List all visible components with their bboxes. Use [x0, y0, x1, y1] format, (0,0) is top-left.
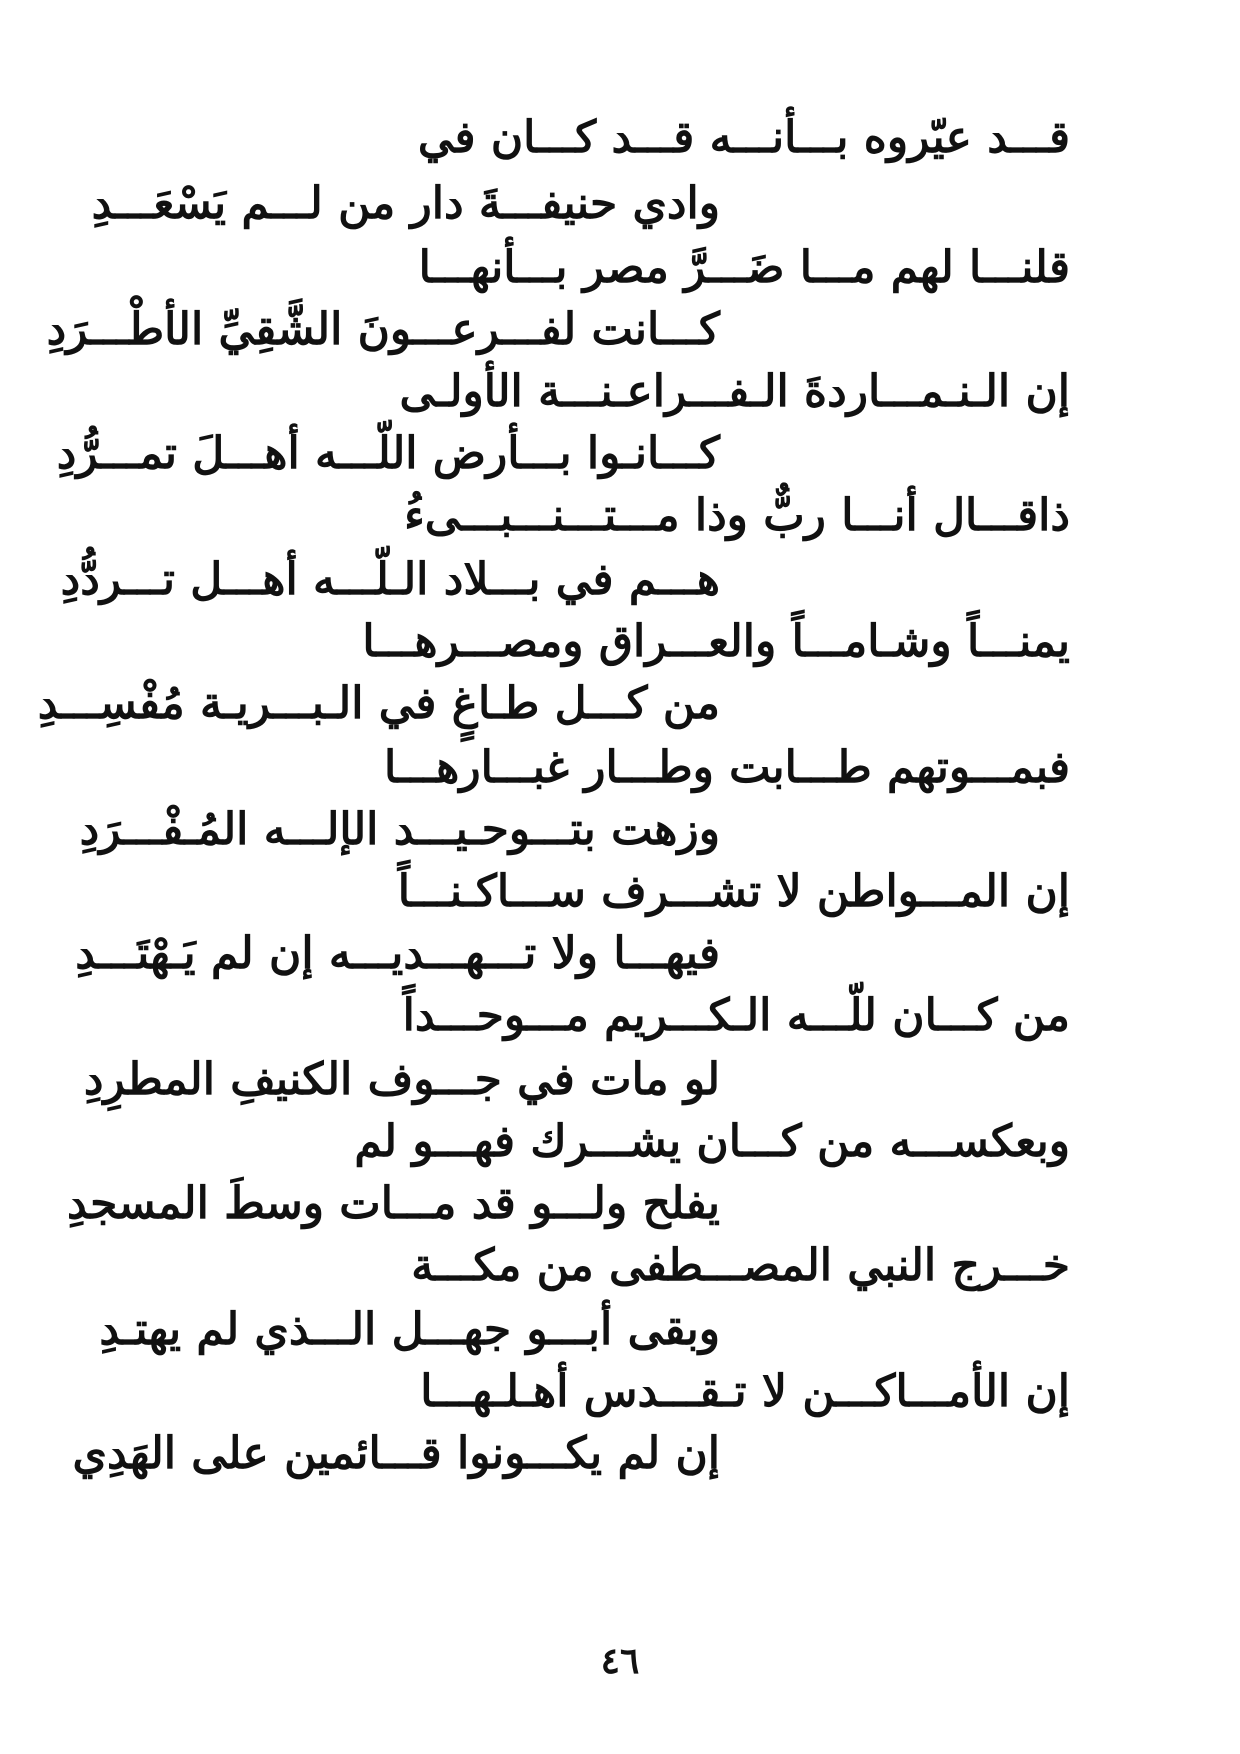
- verse-line-2: وادي حنيفـــةَ دار من لـــم يَسْعَـــدِ: [91, 178, 720, 229]
- verse-line-7: ذاقـــال أنـــا ربٌّ وذا مـــتـــنـــبـــىءُ: [404, 490, 1070, 541]
- verse-line-16: لو مات في جـــوف الكنيفِ المطرِدِ: [83, 1054, 720, 1105]
- verse-line-15: من كـــان للّـــه الـكـــريم مـــوحـــداً: [402, 990, 1070, 1041]
- verse-line-11: فبمـــوتهم طـــابت وطـــار غبـــارهـــا: [384, 742, 1070, 793]
- verse-line-4: كـــانت لفـــرعـــونَ الشَّقِيِّ الأطْـــرَدِ: [46, 304, 720, 355]
- verse-line-10: من كـــل طـاغٍ في الـبـــريـة مُفْسِـــدِ: [37, 678, 720, 729]
- verse-line-18: يفلح ولـــو قد مـــات وسطَ المسجدِ: [66, 1178, 720, 1229]
- verse-line-1: قـــد عيّروه بـــأنـــه قـــد كـــان في: [417, 112, 1070, 163]
- verse-line-19: خـــرج النبي المصـــطفى من مكـــة: [411, 1240, 1070, 1291]
- verse-line-6: كـــانـوا بـــأرض اللّـــه أهـــلَ تمـــرُّدِ: [56, 428, 720, 479]
- verse-line-9: يمنـــاً وشـامـــاً والعـــراق ومصـــرهـــا: [362, 616, 1070, 667]
- verse-line-12: وزهت بتـــوحـيـــد الإلـــه المُـفْـــرَدِ: [79, 804, 720, 855]
- verse-line-21: إن الأمـــاكـــن لا تـقـــدس أهـلـهـــا: [420, 1366, 1070, 1417]
- page-number: ٤٦: [600, 1640, 640, 1682]
- verse-line-13: إن المـــواطن لا تشـــرف ســـاكـنـــاً: [397, 866, 1070, 917]
- verse-line-3: قلنـــا لهم مـــا ضَـــرَّ مصر بـــأنهـــا: [418, 242, 1070, 293]
- verse-line-17: وبعكســـه من كـــان يشـــرك فهـــو لم: [354, 1116, 1070, 1167]
- verse-line-8: هـــم في بـــلاد الـلّـــه أهـــل تـــردُّدِ: [60, 554, 720, 605]
- verse-line-5: إن الـنـمـــاردةَ الـفـــراعـنـــة الأولـى: [399, 366, 1070, 417]
- verse-line-14: فيهـــا ولا تـــهـــديـــه إن لم يَـهْتَـــدِ: [75, 928, 720, 979]
- verse-line-22: إن لم يكـــونوا قـــائمين على الهَدِي: [72, 1428, 720, 1479]
- verse-line-20: وبقى أبـــو جهـــل الـــذي لم يهتـدِ: [99, 1304, 720, 1355]
